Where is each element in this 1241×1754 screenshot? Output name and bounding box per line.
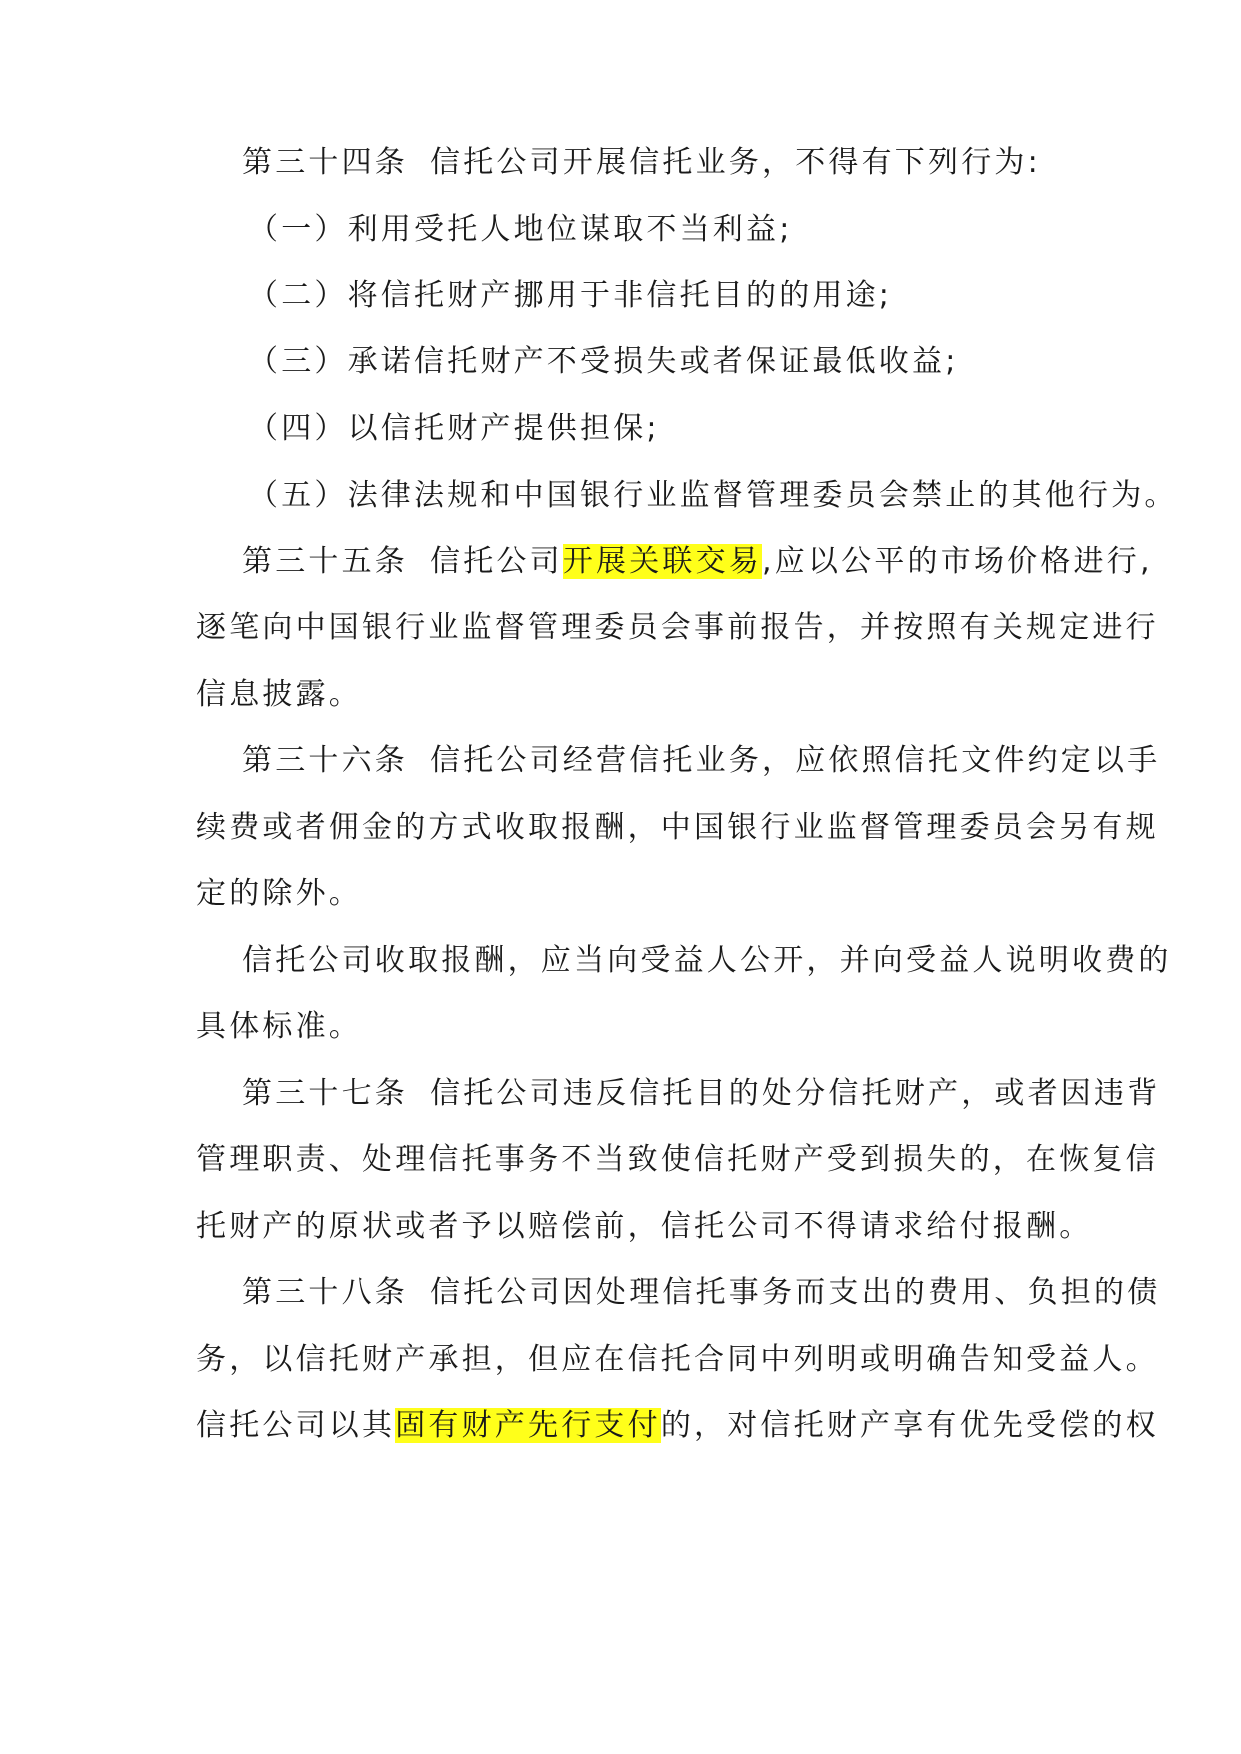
article-34-heading: 第三十四条 — [242, 145, 408, 180]
article-38-highlight: 固有财产先行支付 — [395, 1408, 661, 1443]
article-34-line-1 — [242, 140, 1041, 186]
article-34-text: 信托公司开展信托业务，不得有下列行为: — [430, 145, 1041, 180]
article-35-highlight: 开展关联交易 — [562, 544, 763, 579]
article-37-heading: 第三十七条 — [242, 1076, 408, 1111]
article-38-line-3 — [196, 1403, 1159, 1449]
article-34-item-1: （一）利用受托人地位谋取不当利益; — [248, 212, 793, 247]
article-35-line-3: 信息披露。 — [196, 677, 362, 712]
article-36-line-1 — [242, 738, 1160, 784]
article-35-line-1 — [242, 539, 1153, 585]
article-36-text: 信托公司经营信托业务，应依照信托文件约定以手 — [430, 743, 1161, 778]
article-38-text-post: 的，对信托财产享有优先受偿的权 — [660, 1408, 1159, 1443]
article-36-para-2-line-2: 具体标准。 — [196, 1009, 362, 1044]
article-34-item-2: （二）将信托财产挪用于非信托目的的用途; — [248, 278, 893, 313]
article-35-text-post: ,应以公平的市场价格进行, — [762, 544, 1153, 579]
article-36-heading: 第三十六条 — [242, 743, 408, 778]
article-38-text-pre: 信托公司以其 — [196, 1408, 396, 1443]
article-38-line-2: 务，以信托财产承担，但应在信托合同中列明或明确告知受益人。 — [196, 1342, 1159, 1377]
article-37-line-2: 管理职责、处理信托事务不当致使信托财产受到损失的，在恢复信 — [196, 1142, 1159, 1177]
article-34-item-3: （三）承诺信托财产不受损失或者保证最低收益; — [248, 344, 959, 379]
article-37-line-1 — [242, 1071, 1160, 1117]
article-34-item-4: （四）以信托财产提供担保; — [248, 411, 660, 446]
article-36-line-3: 定的除外。 — [196, 876, 362, 911]
article-38-heading: 第三十八条 — [242, 1275, 408, 1310]
article-36-para-2-line-1: 信托公司收取报酬，应当向受益人公开，并向受益人说明收费的 — [242, 943, 1172, 978]
article-34-item-5: （五）法律法规和中国银行业监督管理委员会禁止的其他行为。 — [248, 478, 1178, 513]
article-38-text: 信托公司因处理信托事务而支出的费用、负担的债 — [430, 1275, 1161, 1310]
article-38-line-1 — [242, 1270, 1160, 1316]
article-35-heading: 第三十五条 — [242, 544, 408, 579]
article-37-text: 信托公司违反信托目的处分信托财产，或者因违背 — [430, 1076, 1161, 1111]
article-35-text-pre: 信托公司 — [430, 544, 563, 579]
article-37-line-3: 托财产的原状或者予以赔偿前，信托公司不得请求给付报酬。 — [196, 1209, 1093, 1244]
article-35-line-2: 逐笔向中国银行业监督管理委员会事前报告，并按照有关规定进行 — [196, 610, 1159, 645]
article-36-line-2: 续费或者佣金的方式收取报酬，中国银行业监督管理委员会另有规 — [196, 810, 1159, 845]
